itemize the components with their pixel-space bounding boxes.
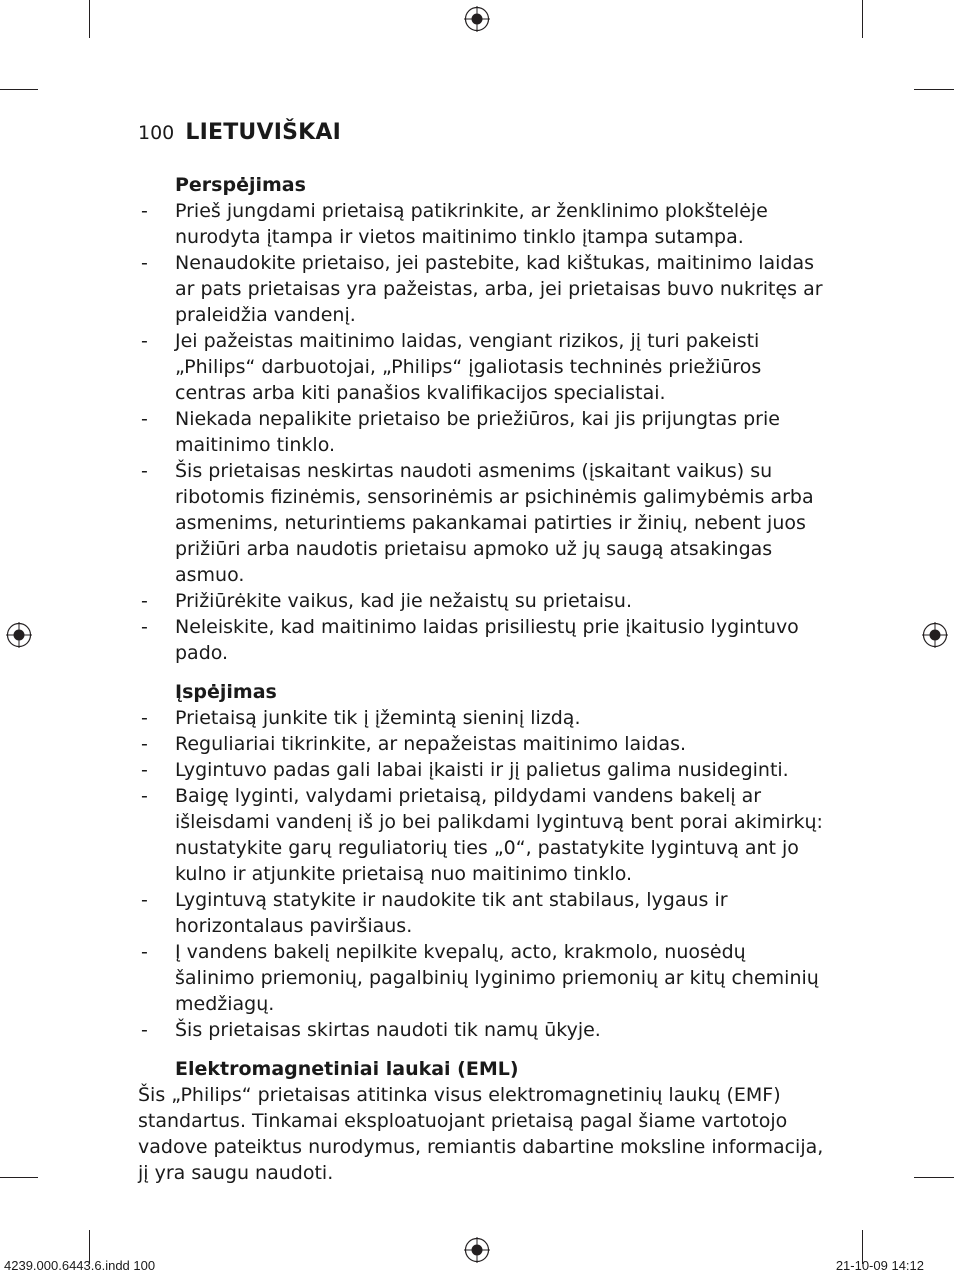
- footer-date-time: 21-10-09 14:12: [835, 1258, 924, 1273]
- crop-mark-top-left-horizontal: [0, 89, 38, 90]
- list-item: - Jei pažeistas maitinimo laidas, vengiant rizikos, jį turi pakeisti „Philips“ darbuotojai, „Philips“ įgaliotasis techninės priežiūros centras arba kiti panašios kvalifikacijos specialistai.: [138, 328, 828, 406]
- list-item: - Nenaudokite prietaiso, jei pastebite, kad kištukas, maitinimo laidas ar pats prietaisas yra pažeistas, arba, jei prietaisas buvo nukritęs ar praleidžia vandenį.: [138, 250, 828, 328]
- warning-list: [138, 198, 828, 666]
- crop-mark-top-left-vertical: [89, 0, 90, 38]
- document-body: [138, 172, 828, 1186]
- registration-mark-icon: [464, 6, 490, 32]
- registration-mark-icon: [6, 622, 32, 648]
- crop-mark-top-right-vertical: [862, 0, 863, 38]
- list-item: - Lygintuvo padas gali labai įkaisti ir jį palietus galima nusideginti.: [138, 757, 828, 783]
- list-item: - Reguliariai tikrinkite, ar nepažeistas maitinimo laidas.: [138, 731, 828, 757]
- list-item: - Prieš jungdami prietaisą patikrinkite, ar ženklinimo plokštelėje nurodyta įtampa ir vietos maitinimo tinklo įtampa sutampa.: [138, 198, 828, 250]
- section-title-emf: Elektromagnetiniai laukai (EML): [175, 1058, 519, 1080]
- registration-mark-icon: [922, 622, 948, 648]
- page-number: 100: [138, 122, 175, 144]
- list-item: - Į vandens bakelį nepilkite kvepalų, acto, krakmolo, nuosėdų šalinimo priemonių, pagalbinių lyginimo priemonių ar kitų cheminių medžiagų.: [138, 939, 828, 1017]
- page-language-title: LIETUVIŠKAI: [185, 120, 341, 145]
- footer-file-info: 4239.000.6443.6.indd 100: [4, 1258, 156, 1273]
- section-title-warning: Perspėjimas: [175, 174, 306, 196]
- crop-mark-bottom-left-horizontal: [0, 1177, 38, 1178]
- list-item: - Prižiūrėkite vaikus, kad jie nežaistų su prietaisu.: [138, 588, 828, 614]
- page-header: [138, 120, 341, 145]
- list-item: - Niekada nepalikite prietaiso be priežiūros, kai jis prijungtas prie maitinimo tinklo.: [138, 406, 828, 458]
- crop-mark-bottom-right-horizontal: [914, 1177, 954, 1178]
- emf-paragraph: Šis „Philips“ prietaisas atitinka visus elektromagnetinių laukų (EMF) standartus. Tinkamai eksploatuojant prietaisą pagal šiame vartotojo vadove pateiktus nurodymus, remiantis dabartine moksline informacija, jį yra saugu naudoti.: [138, 1084, 824, 1184]
- caution-list: [138, 705, 828, 1043]
- list-item: - Lygintuvą statykite ir naudokite tik ant stabilaus, lygaus ir horizontalaus paviršiaus.: [138, 887, 828, 939]
- crop-mark-top-right-horizontal: [914, 89, 954, 90]
- section-title-caution: Įspėjimas: [175, 681, 277, 703]
- list-item: - Šis prietaisas neskirtas naudoti asmenims (įskaitant vaikus) su ribotomis fizinėmis, sensorinėmis ar psichinėmis galimybėmis arba asmenims, neturintiems pakankamai patirties ir žinių, nebent juos prižiūri arba naudotis prietaisu apmoko už jų saugą atsakingas asmuo.: [138, 458, 828, 588]
- list-item: - Šis prietaisas skirtas naudoti tik namų ūkyje.: [138, 1017, 828, 1043]
- registration-mark-icon: [464, 1237, 490, 1263]
- list-item: - Baigę lyginti, valydami prietaisą, pildydami vandens bakelį ar išleisdami vandenį iš jo bei palikdami lygintuvą bent porai akimirkų: nustatykite garų reguliatorių ties „0“, pastatykite lygintuvą ant jo kulno ir atjunkite prietaisą nuo maitinimo tinklo.: [138, 783, 828, 887]
- list-item: - Neleiskite, kad maitinimo laidas prisiliestų prie įkaitusio lygintuvo pado.: [138, 614, 828, 666]
- list-item: - Prietaisą junkite tik į įžemintą sieninį lizdą.: [138, 705, 828, 731]
